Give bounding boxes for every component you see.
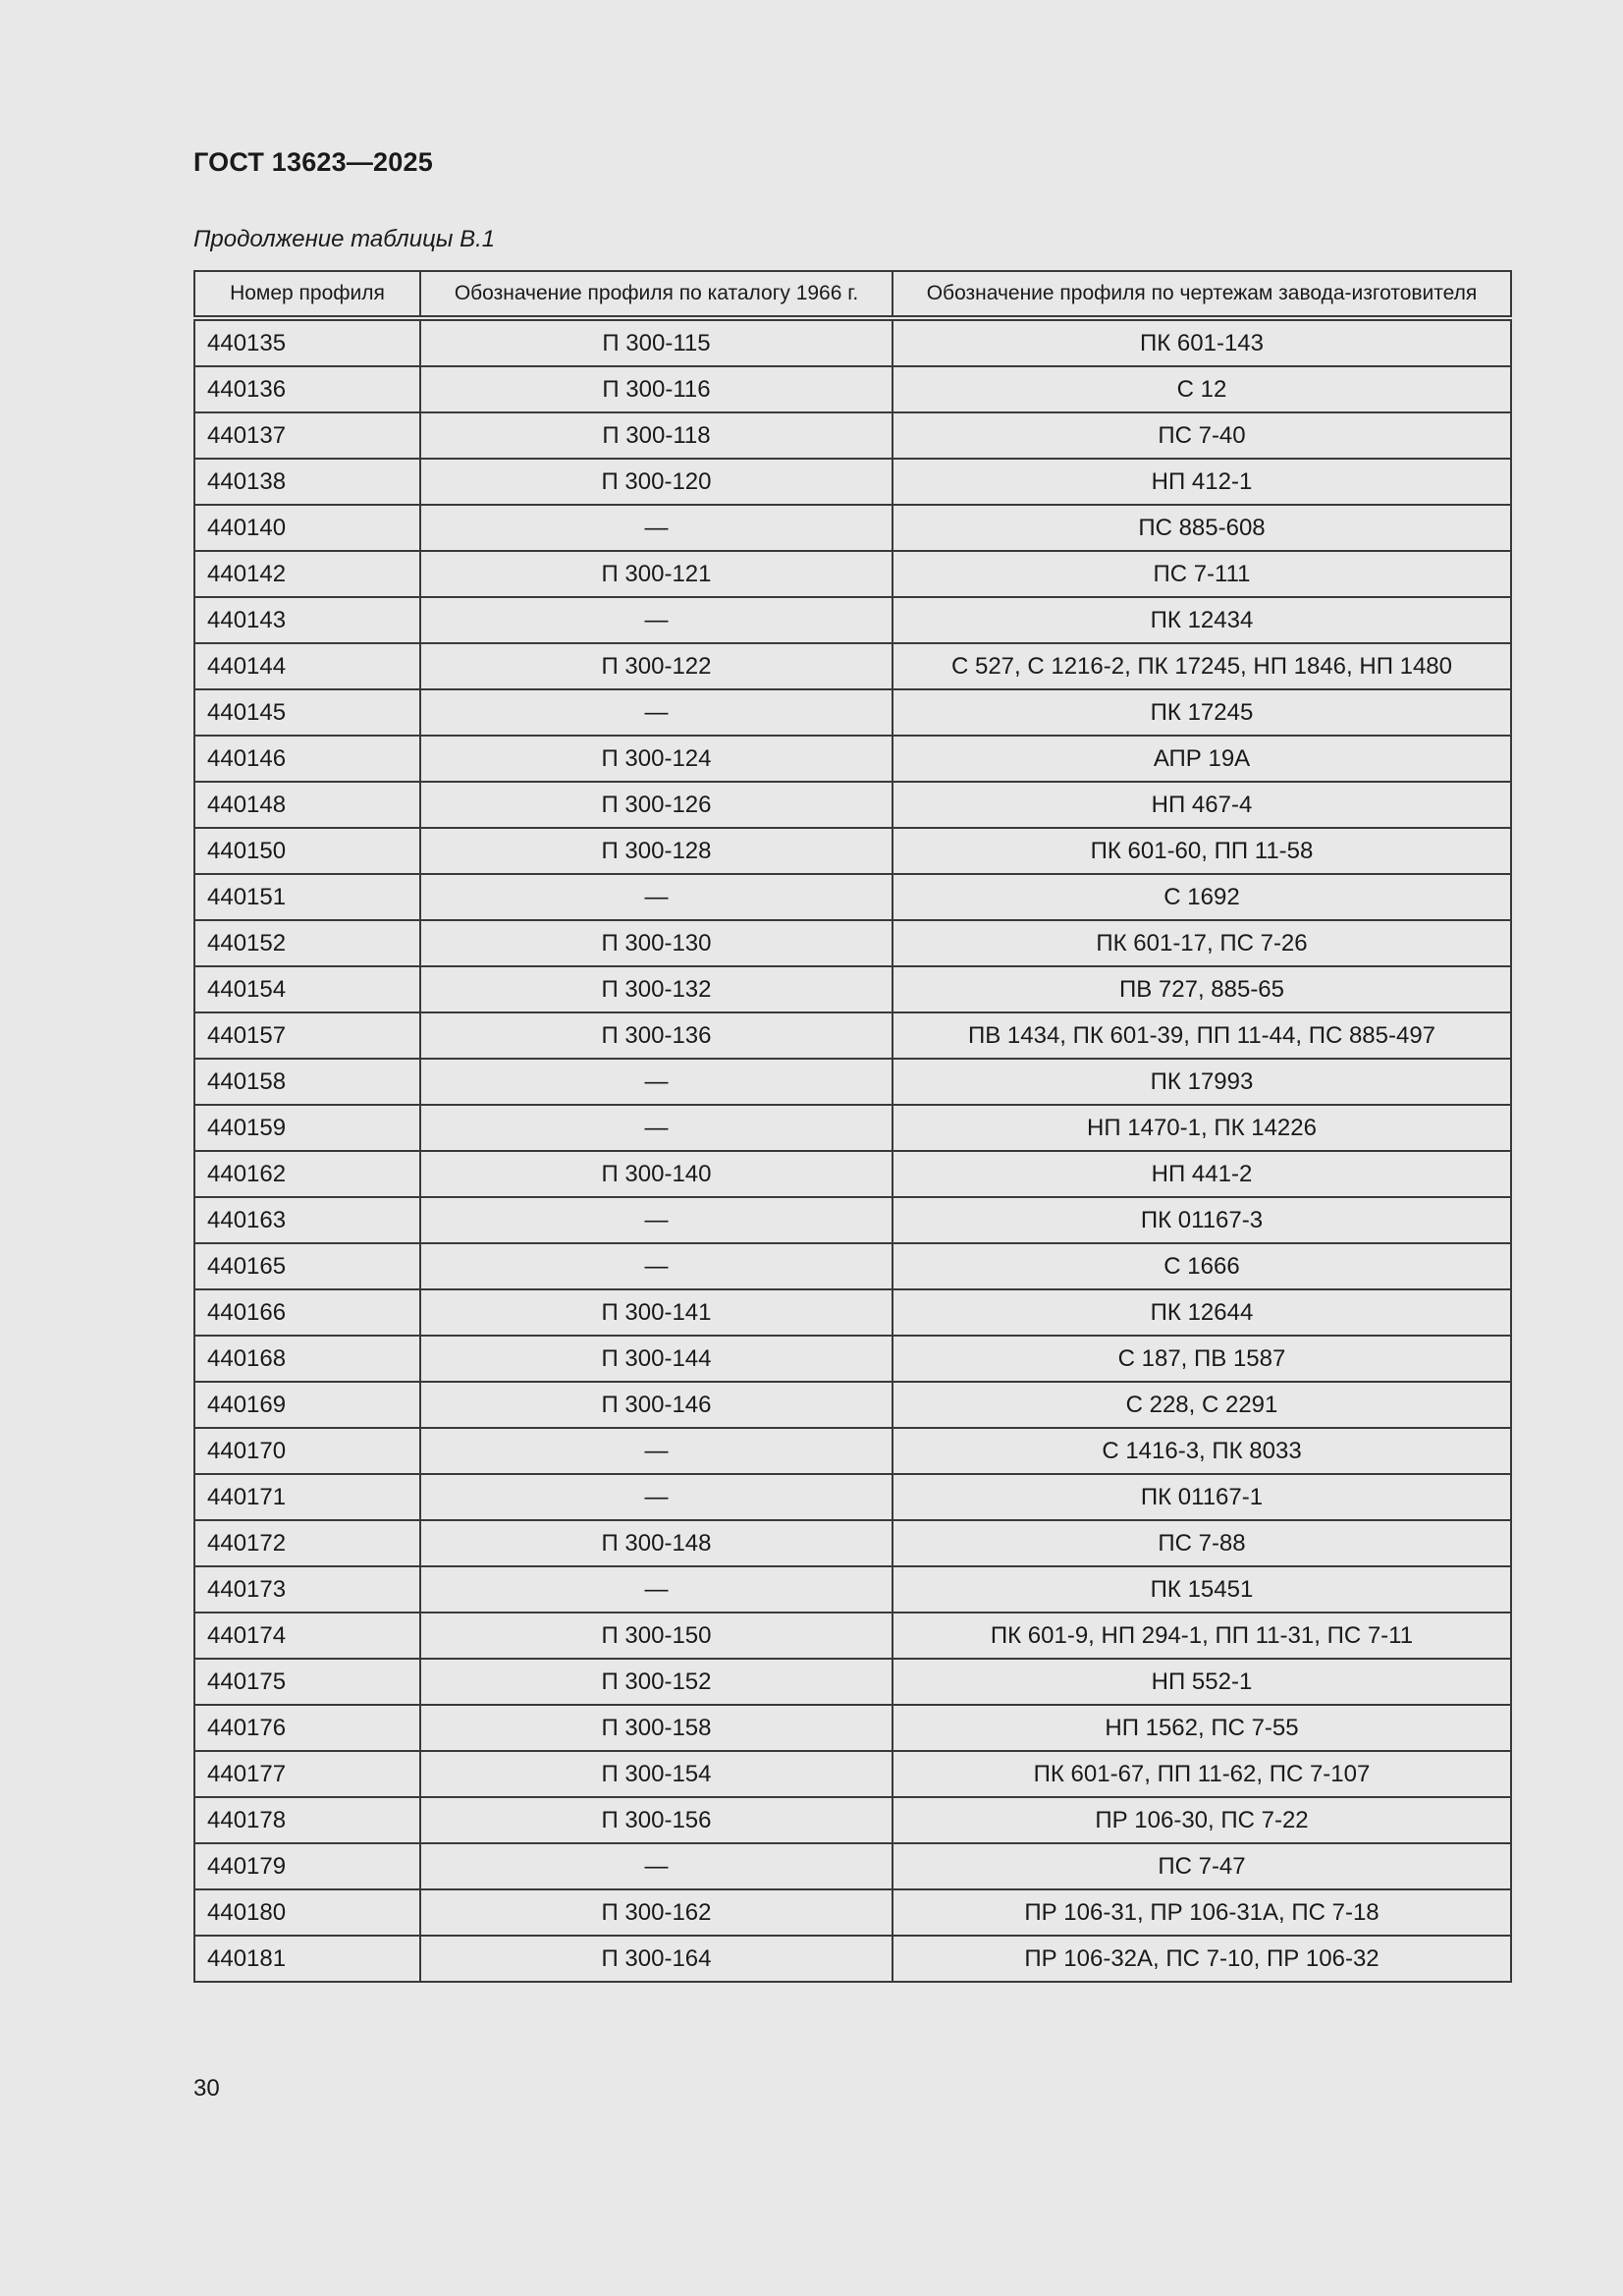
column-header-plant-drawings: Обозначение профиля по чертежам завода-изготовителя [893,271,1511,318]
cell-plant-designation: НП 1470-1, ПК 14226 [893,1105,1511,1151]
table-row [194,736,1511,782]
cell-plant-designation: АПР 19А [893,736,1511,782]
cell-plant-designation: ПК 601-9, НП 294-1, ПП 11-31, ПС 7-11 [893,1613,1511,1659]
table-row [194,1520,1511,1566]
table-header-row [194,271,1511,318]
cell-profile-number: 440169 [194,1382,420,1428]
cell-profile-number: 440138 [194,459,420,505]
table-row [194,366,1511,412]
table-row [194,920,1511,966]
cell-plant-designation: ПК 17245 [893,689,1511,736]
table-body [194,318,1511,1982]
cell-plant-designation: ПВ 1434, ПК 601-39, ПП 11-44, ПС 885-497 [893,1012,1511,1059]
cell-plant-designation: НП 467-4 [893,782,1511,828]
cell-catalog-1966: — [420,597,893,643]
cell-catalog-1966: П 300-140 [420,1151,893,1197]
cell-profile-number: 440174 [194,1613,420,1659]
cell-catalog-1966: П 300-136 [420,1012,893,1059]
cell-catalog-1966: П 300-130 [420,920,893,966]
cell-profile-number: 440157 [194,1012,420,1059]
table-row [194,1936,1511,1982]
cell-catalog-1966: П 300-146 [420,1382,893,1428]
cell-catalog-1966: П 300-152 [420,1659,893,1705]
cell-plant-designation: ПС 885-608 [893,505,1511,551]
cell-profile-number: 440135 [194,318,420,366]
cell-profile-number: 440170 [194,1428,420,1474]
table-caption: Продолжение таблицы В.1 [193,226,496,252]
table-row [194,1105,1511,1151]
cell-plant-designation: НП 1562, ПС 7-55 [893,1705,1511,1751]
table-row [194,318,1511,366]
table-row [194,1797,1511,1843]
cell-plant-designation: ПС 7-40 [893,412,1511,459]
cell-profile-number: 440146 [194,736,420,782]
table-row [194,412,1511,459]
table-row [194,828,1511,874]
table-row [194,1012,1511,1059]
cell-profile-number: 440148 [194,782,420,828]
cell-catalog-1966: П 300-124 [420,736,893,782]
cell-catalog-1966: П 300-156 [420,1797,893,1843]
cell-catalog-1966: П 300-158 [420,1705,893,1751]
cell-plant-designation: ПС 7-88 [893,1520,1511,1566]
cell-profile-number: 440165 [194,1243,420,1289]
table-row [194,1336,1511,1382]
cell-plant-designation: НП 552-1 [893,1659,1511,1705]
table-row [194,1474,1511,1520]
cell-plant-designation: ПР 106-31, ПР 106-31А, ПС 7-18 [893,1889,1511,1936]
cell-catalog-1966: П 300-150 [420,1613,893,1659]
table-row [194,1197,1511,1243]
cell-profile-number: 440175 [194,1659,420,1705]
cell-profile-number: 440145 [194,689,420,736]
table-row [194,1382,1511,1428]
cell-profile-number: 440173 [194,1566,420,1613]
cell-plant-designation: ПВ 727, 885-65 [893,966,1511,1012]
column-header-catalog-1966: Обозначение профиля по каталогу 1966 г. [420,271,893,318]
cell-profile-number: 440154 [194,966,420,1012]
cell-catalog-1966: П 300-120 [420,459,893,505]
cell-catalog-1966: П 300-141 [420,1289,893,1336]
cell-profile-number: 440166 [194,1289,420,1336]
cell-plant-designation: ПК 601-17, ПС 7-26 [893,920,1511,966]
cell-catalog-1966: — [420,1843,893,1889]
cell-profile-number: 440140 [194,505,420,551]
cell-catalog-1966: — [420,689,893,736]
cell-catalog-1966: П 300-132 [420,966,893,1012]
table-row [194,1705,1511,1751]
cell-profile-number: 440176 [194,1705,420,1751]
table-row [194,966,1511,1012]
cell-profile-number: 440178 [194,1797,420,1843]
cell-profile-number: 440177 [194,1751,420,1797]
table-row [194,597,1511,643]
cell-catalog-1966: П 300-162 [420,1889,893,1936]
cell-profile-number: 440168 [194,1336,420,1382]
table-row [194,689,1511,736]
cell-plant-designation: ПС 7-47 [893,1843,1511,1889]
cell-catalog-1966: — [420,1566,893,1613]
table-row [194,551,1511,597]
page-number: 30 [193,2075,220,2102]
cell-profile-number: 440136 [194,366,420,412]
cell-profile-number: 440162 [194,1151,420,1197]
cell-plant-designation: ПК 01167-1 [893,1474,1511,1520]
cell-plant-designation: ПР 106-32А, ПС 7-10, ПР 106-32 [893,1936,1511,1982]
cell-catalog-1966: П 300-122 [420,643,893,689]
table-row [194,643,1511,689]
cell-plant-designation: ПК 601-143 [893,318,1511,366]
cell-profile-number: 440180 [194,1889,420,1936]
cell-plant-designation: ПР 106-30, ПС 7-22 [893,1797,1511,1843]
cell-plant-designation: НП 412-1 [893,459,1511,505]
table-row [194,1566,1511,1613]
cell-plant-designation: НП 441-2 [893,1151,1511,1197]
table-row [194,1243,1511,1289]
cell-catalog-1966: — [420,1474,893,1520]
cell-profile-number: 440181 [194,1936,420,1982]
table-row [194,1151,1511,1197]
cell-catalog-1966: П 300-164 [420,1936,893,1982]
cell-plant-designation: ПК 601-67, ПП 11-62, ПС 7-107 [893,1751,1511,1797]
cell-profile-number: 440143 [194,597,420,643]
table-row [194,1289,1511,1336]
table-row [194,505,1511,551]
cell-plant-designation: ПК 15451 [893,1566,1511,1613]
cell-profile-number: 440144 [194,643,420,689]
cell-plant-designation: ПК 601-60, ПП 11-58 [893,828,1511,874]
profile-table [193,270,1512,1983]
cell-plant-designation: ПК 12644 [893,1289,1511,1336]
cell-plant-designation: С 527, С 1216-2, ПК 17245, НП 1846, НП 1480 [893,643,1511,689]
cell-profile-number: 440137 [194,412,420,459]
table-row [194,1889,1511,1936]
table-row [194,1613,1511,1659]
cell-plant-designation: С 228, С 2291 [893,1382,1511,1428]
cell-catalog-1966: — [420,505,893,551]
cell-plant-designation: С 1692 [893,874,1511,920]
table-row [194,874,1511,920]
cell-plant-designation: ПС 7-111 [893,551,1511,597]
table-row [194,1751,1511,1797]
table-row [194,459,1511,505]
cell-catalog-1966: — [420,874,893,920]
cell-catalog-1966: П 300-121 [420,551,893,597]
cell-catalog-1966: — [420,1197,893,1243]
cell-catalog-1966: П 300-126 [420,782,893,828]
cell-plant-designation: ПК 17993 [893,1059,1511,1105]
column-header-profile-number: Номер профиля [194,271,420,318]
cell-catalog-1966: — [420,1243,893,1289]
table-row [194,1059,1511,1105]
cell-plant-designation: ПК 01167-3 [893,1197,1511,1243]
cell-plant-designation: ПК 12434 [893,597,1511,643]
cell-catalog-1966: — [420,1428,893,1474]
cell-profile-number: 440152 [194,920,420,966]
cell-catalog-1966: П 300-154 [420,1751,893,1797]
cell-plant-designation: С 187, ПВ 1587 [893,1336,1511,1382]
cell-catalog-1966: П 300-116 [420,366,893,412]
cell-catalog-1966: — [420,1105,893,1151]
cell-profile-number: 440158 [194,1059,420,1105]
cell-catalog-1966: П 300-144 [420,1336,893,1382]
cell-profile-number: 440159 [194,1105,420,1151]
cell-profile-number: 440179 [194,1843,420,1889]
table-row [194,782,1511,828]
table-row [194,1659,1511,1705]
cell-catalog-1966: П 300-128 [420,828,893,874]
cell-profile-number: 440142 [194,551,420,597]
cell-profile-number: 440150 [194,828,420,874]
cell-plant-designation: С 1666 [893,1243,1511,1289]
cell-catalog-1966: П 300-148 [420,1520,893,1566]
cell-profile-number: 440151 [194,874,420,920]
cell-catalog-1966: — [420,1059,893,1105]
cell-catalog-1966: П 300-118 [420,412,893,459]
document-title: ГОСТ 13623—2025 [193,147,433,177]
cell-plant-designation: С 1416-3, ПК 8033 [893,1428,1511,1474]
cell-plant-designation: С 12 [893,366,1511,412]
cell-profile-number: 440171 [194,1474,420,1520]
cell-catalog-1966: П 300-115 [420,318,893,366]
table-row [194,1428,1511,1474]
cell-profile-number: 440163 [194,1197,420,1243]
cell-profile-number: 440172 [194,1520,420,1566]
table-row [194,1843,1511,1889]
